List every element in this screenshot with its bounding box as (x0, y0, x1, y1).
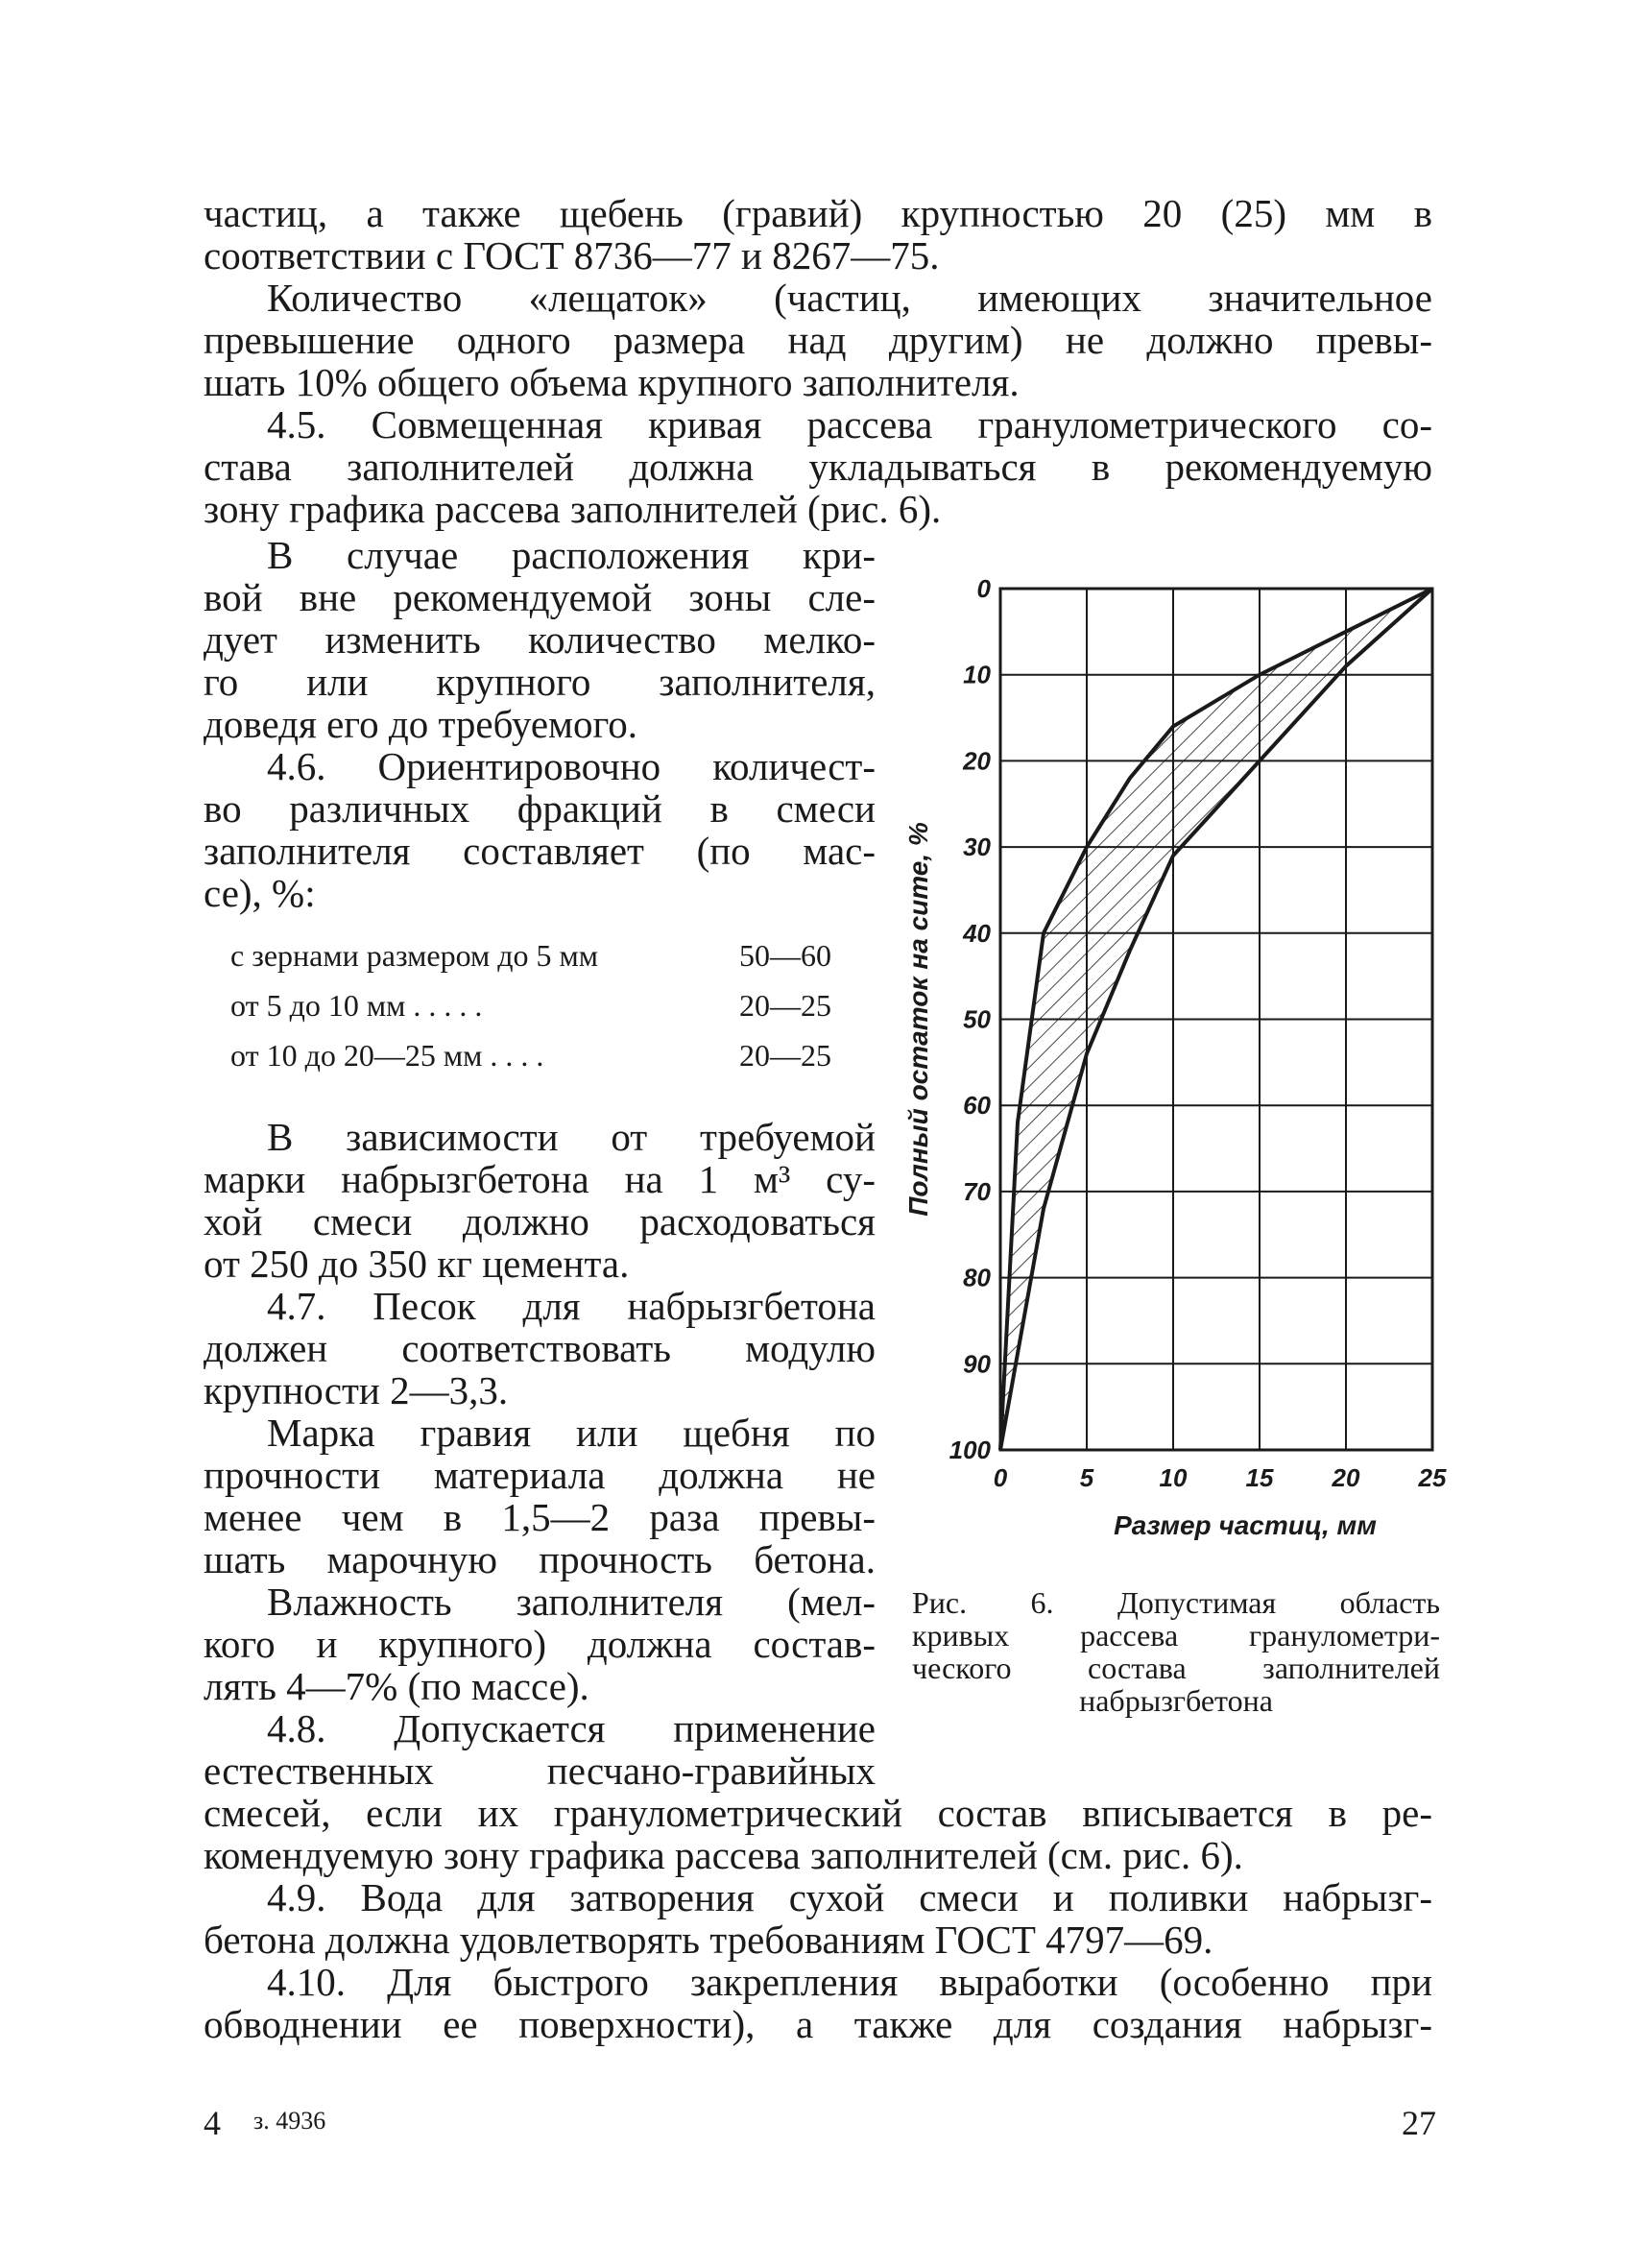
paragraph-line: В случае расположения кри- (267, 533, 876, 577)
paragraph-line: става заполнителей должна укладываться в рекомендуемую (204, 445, 1432, 489)
paragraph-line: дует изменить количество мелко- (204, 617, 876, 662)
paragraph-line: 4.6. Ориентировочно количест- (267, 744, 876, 788)
paragraph-line: соответствии с ГОСТ 8736—77 и 8267—75. (204, 233, 940, 277)
paragraph-line: Марка гравия или щебня по (267, 1411, 876, 1455)
paragraph-line: В зависимости от требуемой (267, 1115, 876, 1159)
y-tick-label: 30 (963, 832, 991, 862)
y-tick-label: 10 (963, 660, 991, 689)
paragraph-line: заполнителя составляет (по мас- (204, 829, 876, 873)
x-tick-label: 10 (1159, 1463, 1188, 1492)
y-tick-label: 70 (963, 1176, 991, 1206)
paragraph-line: 4.9. Вода для затворения сухой смеси и поливки набрызг- (267, 1875, 1432, 1919)
fraction-name: от 5 до 10 мм . . . . . (230, 988, 483, 1023)
paragraph-line: естественных песчано-гравийных (204, 1749, 876, 1793)
paragraph-line: марки набрызгбетона на 1 м³ су- (204, 1157, 876, 1201)
paragraph-line: Количество «лещаток» (частиц, имеющих значительное (267, 276, 1432, 320)
fraction-value: 50—60 (739, 938, 831, 973)
fraction-name: от 10 до 20—25 мм . . . . (230, 1038, 544, 1073)
x-axis-label: Размер частиц, мм (1114, 1510, 1377, 1540)
paragraph-line: шать марочную прочность бетона. (204, 1537, 876, 1581)
figure-caption (912, 1586, 1440, 1717)
x-tick-label: 0 (993, 1463, 1008, 1492)
paragraph-line: 4.5. Совмещенная кривая рассева гранулометрического со- (267, 402, 1432, 446)
paragraph-line: превышение одного размера над другим) не должно превы- (204, 318, 1432, 362)
y-tick-label: 60 (963, 1091, 991, 1121)
paragraph-line: 4.7. Песок для набрызгбетона (267, 1284, 876, 1328)
paragraph-line: менее чем в 1,5—2 раза превы- (204, 1495, 876, 1539)
paragraph-line: во различных фракций в смеси (204, 786, 876, 831)
fraction-value: 20—25 (739, 988, 831, 1023)
paragraph-line: 4.8. Допускается применение (267, 1706, 876, 1750)
sieve-chart (893, 557, 1488, 1594)
paragraph-line: крупности 2—3,3. (204, 1368, 509, 1412)
paragraph-line: смесей, если их гранулометрический состав вписывается в ре- (204, 1791, 1432, 1835)
fraction-value: 20—25 (739, 1038, 831, 1073)
y-tick-label: 50 (963, 1004, 991, 1034)
paragraph-line: вой вне рекомендуемой зоны сле- (204, 575, 876, 619)
caption-line: набрызгбетона (1079, 1683, 1273, 1718)
caption-line: Рис. 6. Допустимая область (912, 1585, 1440, 1620)
paragraph-line: 4.10. Для быстрого закрепления выработки (особенно при (267, 1960, 1432, 2004)
paragraph-line: доведя его до требуемого. (204, 702, 638, 746)
order-number: з. 4936 (253, 2107, 326, 2135)
caption-line: кривых рассева гранулометри- (912, 1618, 1440, 1653)
y-tick-label: 100 (949, 1436, 991, 1464)
y-tick-label: 40 (963, 918, 991, 948)
y-tick-label: 0 (976, 574, 991, 603)
paragraph-line: частиц, а также щебень (гравий) крупностью 20 (25) мм в (204, 191, 1432, 235)
paragraph-line: комендуемую зону графика рассева заполнителей (см. рис. 6). (204, 1833, 1243, 1877)
x-tick-label: 20 (1332, 1463, 1360, 1492)
paragraph-line: лять 4—7% (по массе). (204, 1664, 589, 1708)
paragraph-line: се), %: (204, 871, 316, 915)
caption-line: ческого состава заполнителей (912, 1651, 1440, 1685)
paragraph-line: Влажность заполнителя (мел- (267, 1580, 876, 1624)
y-axis-label: Полный остаток на сите, % (903, 822, 933, 1217)
paragraph-line: должен соответствовать модулю (204, 1326, 876, 1370)
paragraph-line: кого и крупного) должна состав- (204, 1622, 876, 1666)
paragraph-line: зону графика рассева заполнителей (рис. 6). (204, 487, 942, 531)
y-tick-label: 80 (963, 1263, 991, 1292)
paragraph-line: от 250 до 350 кг цемента. (204, 1242, 630, 1286)
y-tick-label: 90 (963, 1349, 991, 1379)
signature-mark: 4 (204, 2104, 221, 2142)
paragraph-line: хой смеси должно расходоваться (204, 1199, 876, 1243)
paragraph-line: го или крупного заполнителя, (204, 660, 876, 704)
x-tick-label: 15 (1245, 1463, 1274, 1492)
paragraph-line: прочности материала должна не (204, 1453, 876, 1497)
x-tick-label: 5 (1079, 1463, 1094, 1492)
y-tick-label: 20 (963, 746, 991, 776)
x-tick-label: 25 (1418, 1463, 1447, 1492)
paragraph-line: бетона должна удовлетворять требованиям ГОСТ 4797—69. (204, 1918, 1213, 1962)
paragraph-line: шать 10% общего объема крупного заполнителя. (204, 360, 1020, 404)
page-number: 27 (1402, 2104, 1436, 2142)
fraction-name: с зернами размером до 5 мм (230, 938, 599, 973)
paragraph-line: обводнении ее поверхности), а также для создания набрызг- (204, 2002, 1432, 2046)
